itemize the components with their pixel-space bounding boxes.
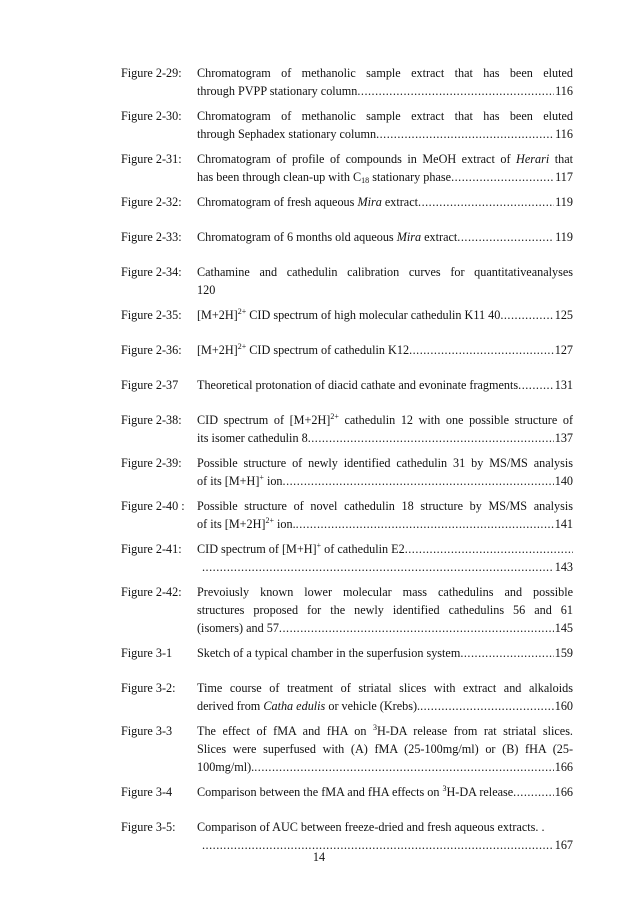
- leader-dots: [418, 193, 554, 211]
- leader-dots: [308, 429, 554, 447]
- page-ref: 119: [555, 230, 573, 244]
- figure-label: Figure 2-42:: [121, 585, 182, 599]
- page-ref: 141: [554, 517, 573, 531]
- page-ref: 116: [555, 127, 573, 141]
- caption-text: CID spectrum of [M+H]+ of cathedulin E2: [197, 541, 405, 556]
- caption-text: 100mg/ml).: [197, 760, 255, 774]
- figure-label: Figure 2-37: [121, 378, 179, 392]
- page-ref: 119: [555, 195, 573, 209]
- leader-dots: [202, 558, 554, 576]
- caption-line: Time course of treatment of striatal slices with extract and alkaloids: [197, 681, 573, 695]
- figure-label: Figure 2-34:: [121, 265, 182, 279]
- caption-line: structures proposed for the newly identified cathedulins 56 and 61: [197, 603, 573, 617]
- figure-label: Figure 2-30:: [121, 109, 182, 123]
- caption-line: Cathamine and cathedulin calibration curves for quantitativeanalyses: [197, 265, 573, 279]
- caption-text: its isomer cathedulin 8: [197, 431, 308, 445]
- page-ref: 120: [197, 283, 216, 297]
- leader-dots: [254, 758, 554, 776]
- page-ref: 137: [554, 431, 573, 445]
- figure-label: Figure 2-35:: [121, 308, 182, 322]
- figure-label: Figure 2-36:: [121, 343, 182, 357]
- leader-dots: [376, 125, 554, 143]
- leader-dots: [451, 168, 554, 186]
- page-ref: 166: [554, 760, 573, 774]
- leader-dots: [409, 341, 554, 359]
- page-ref: 117: [555, 170, 573, 184]
- page-number: 14: [312, 850, 326, 864]
- figure-label: Figure 3-1: [121, 646, 173, 660]
- page-ref: 140: [554, 474, 573, 488]
- caption-text: Chromatogram of fresh aqueous Mira extract: [197, 195, 419, 209]
- leader-dots: [460, 644, 553, 662]
- caption-line: Chromatogram of methanolic sample extract that has been eluted: [197, 66, 573, 80]
- page-ref: 116: [555, 84, 573, 98]
- leader-dots: [405, 540, 573, 558]
- caption-text: Sketch of a typical chamber in the superfusion system: [197, 646, 461, 660]
- caption-line: Possible structure of novel cathedulin 18 structure by MS/MS analysis: [197, 499, 573, 513]
- caption-line: Chromatogram of profile of compounds in MeOH extract of Herari that: [197, 152, 573, 166]
- page-ref: 131: [554, 378, 573, 392]
- figure-label: Figure 2-41:: [121, 542, 182, 556]
- leader-dots: [279, 619, 554, 637]
- page-ref: 160: [554, 699, 573, 713]
- caption-text: of its $[M+2H]^{2+}$ ion.: [197, 516, 296, 531]
- caption-text: through PVPP stationary column: [197, 84, 358, 98]
- leader-dots: [296, 515, 554, 533]
- page-ref: 145: [554, 621, 573, 635]
- leader-dots: [513, 783, 554, 801]
- figure-label: Figure 2-40 :: [121, 499, 185, 513]
- caption-text: Comparison between the fMA and fHA effects on $^3$H-DA release: [197, 784, 514, 799]
- caption-text: through Sephadex stationary column: [197, 127, 377, 141]
- leader-dots: [357, 82, 554, 100]
- page-ref: 125: [554, 308, 573, 322]
- figure-label: Figure 3-3: [121, 724, 173, 738]
- page-ref: 143: [554, 560, 573, 574]
- caption-line: Prevoiusly known lower molecular mass cathedulins and possible: [197, 585, 573, 599]
- page-ref: 166: [554, 785, 573, 799]
- caption-text: has been through clean-up with $C_{18}$ stationary phase: [197, 170, 452, 185]
- leader-dots: [457, 228, 554, 246]
- caption-text: $[M+2H]^{2+}$ CID spectrum of cathedulin K12: [197, 342, 410, 357]
- caption-line: CID spectrum of $[M+2H]^{2+}$ cathedulin 12 with one possible structure of: [197, 412, 573, 427]
- caption-text: derived from Catha edulis or vehicle (Krebs).: [197, 699, 421, 713]
- page-ref: 127: [554, 343, 573, 357]
- caption-text: of its [M+H]+ ion: [197, 473, 283, 488]
- leader-dots: [283, 472, 554, 490]
- figure-label: Figure 2-38:: [121, 413, 182, 427]
- figure-label: Figure 2-33:: [121, 230, 182, 244]
- leader-dots: [500, 306, 553, 324]
- caption-text: $[M+2H]^{2+}$ CID spectrum of high molecular cathedulin K11 40: [197, 307, 501, 322]
- caption-line: The effect of fMA and fHA on $^3$H-DA release from rat striatal slices.: [197, 723, 573, 738]
- caption-text: Theoretical protonation of diacid cathate and evoninate fragments: [197, 378, 519, 392]
- page-ref: 159: [554, 646, 573, 660]
- figure-label: Figure 2-29:: [121, 66, 182, 80]
- page-ref: 167: [554, 838, 573, 852]
- leader-dots: [518, 376, 554, 394]
- caption-line: Chromatogram of methanolic sample extract that has been eluted: [197, 109, 573, 123]
- caption-line: Possible structure of newly identified cathedulin 31 by MS/MS analysis: [197, 456, 573, 470]
- figure-label: Figure 3-2:: [121, 681, 176, 695]
- caption-line: Slices were superfused with (A) fMA (25-100mg/ml) or (B) fHA (25-: [197, 742, 573, 756]
- leader-dots: [420, 697, 554, 715]
- figure-label: Figure 3-5:: [121, 820, 176, 834]
- figure-label: Figure 3-4: [121, 785, 173, 799]
- caption-line: Comparison of AUC between freeze-dried and fresh aqueous extracts. .: [197, 820, 545, 834]
- figure-label: Figure 2-31:: [121, 152, 182, 166]
- figure-label: Figure 2-32:: [121, 195, 182, 209]
- figure-label: Figure 2-39:: [121, 456, 182, 470]
- caption-text: (isomers) and 57: [197, 621, 279, 635]
- caption-text: Chromatogram of 6 months old aqueous Mira extract: [197, 230, 458, 244]
